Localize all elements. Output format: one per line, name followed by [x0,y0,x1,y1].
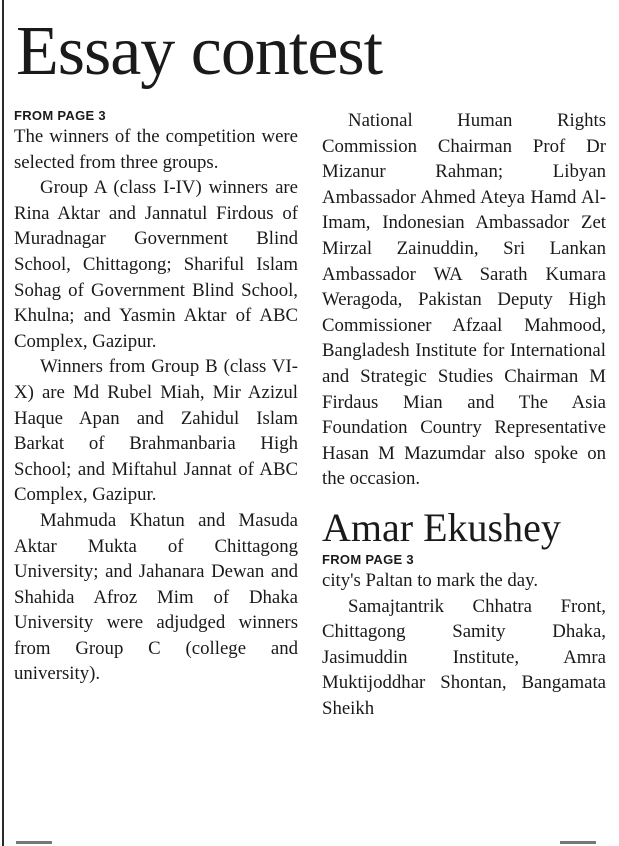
article-body [14,124,298,687]
article-paragraph: Winners from Group B (class VI-X) are Md Rubel Miah, Mir Azizul Haque Apan and Zahidul Islam Barkat of Brahmanbaria High School; and Miftahul Jannat of ABC Complex, Gazipur. [14,356,298,506]
article-paragraph: Mahmuda Khatun and Masuda Aktar Mukta of Chittagong University; and Jahanara Dewan and Shahida Afroz Mim of Dhaka University were adjudged winners from Group C (college and university). [14,509,298,685]
article-body [322,108,606,492]
article-paragraph: National Human Rights Commission Chairman Prof Dr Mizanur Rahman; Libyan Ambassador Ahmed Ateya Hamd Al-Imam, Indonesian Ambassador Zet Mirzal Zainuddin, Sri Lankan Ambassador WA Sarath Kumara Weragoda, Pakistan Deputy High Commissioner Afzaal Mahmood, Bangladesh Institute for International and Strategic Studies Chairman M Firdaus Mian and The Asia Foundation Country Representative Hasan M Mazumdar also spoke on the occasion. [322,110,606,490]
bottom-rule [16,841,52,844]
subhead: Amar Ekushey [322,504,561,550]
right-column [322,108,606,721]
article-paragraph: The winners of the competition were selected from three groups. [14,126,298,173]
article-paragraph: city's Paltan to mark the day. [322,569,539,591]
kicker-from-page: FROM PAGE 3 [322,551,414,567]
column-rule [2,0,4,846]
bottom-rule [560,841,596,844]
headline: Essay contest [16,13,383,90]
article-paragraph: Group A (class I-IV) winners are Rina Aktar and Jannatul Firdous of Muradnagar Government Blind School, Chittagong; Shariful Islam Sohag of Government Blind School, Khulna; and Yasmin Aktar of ABC Complex, Gazipur. [14,177,298,352]
article-paragraph: Samajtantrik Chhatra Front, Chittagong Samity Dhaka, Jasimuddin Institute, Amra Muktijoddhar Shontan, Bangamata Sheikh [322,595,606,719]
kicker-from-page: FROM PAGE 3 [14,108,106,123]
article-body [322,568,606,722]
left-column [14,108,298,687]
